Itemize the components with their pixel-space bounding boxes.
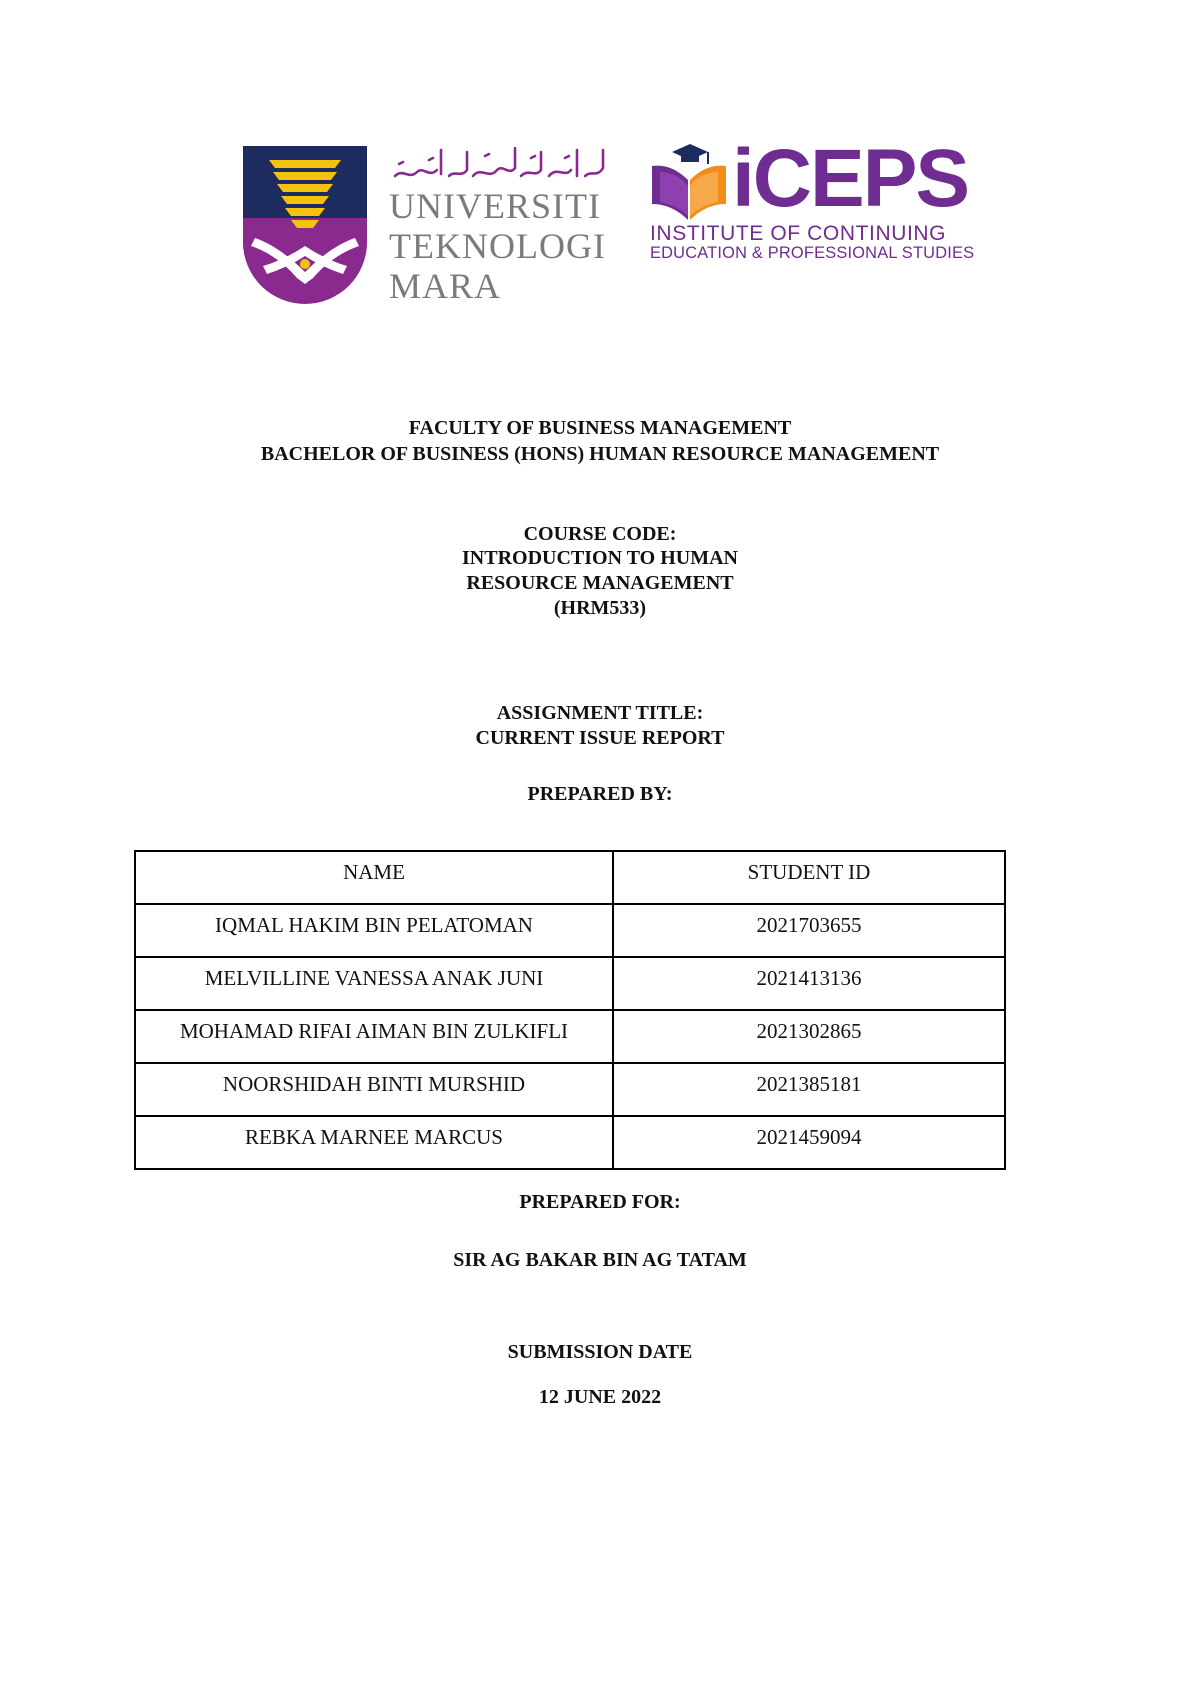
uitm-word-mara: MARA	[389, 266, 502, 306]
member-student-id: 2021703655	[613, 904, 1005, 957]
course-code-label: COURSE CODE:	[523, 523, 677, 545]
column-header-name: NAME	[135, 851, 613, 904]
assignment-title: CURRENT ISSUE REPORT	[475, 727, 725, 749]
member-name: NOORSHIDAH BINTI MURSHID	[135, 1063, 613, 1116]
course-name-line2: RESOURCE MANAGEMENT	[466, 572, 734, 594]
prepared-for-label: PREPARED FOR:	[519, 1191, 681, 1213]
members-table	[134, 850, 1006, 1170]
uitm-word-teknologi: TEKNOLOGI	[389, 226, 606, 266]
faculty-heading: FACULTY OF BUSINESS MANAGEMENT	[408, 417, 792, 439]
member-name: MOHAMAD RIFAI AIMAN BIN ZULKIFLI	[135, 1010, 613, 1063]
iceps-wordmark: iCEPS	[732, 133, 969, 224]
table-row	[135, 1116, 1005, 1169]
lecturer-name: SIR AG BAKAR BIN AG TATAM	[453, 1249, 747, 1271]
programme-heading: BACHELOR OF BUSINESS (HONS) HUMAN RESOURCE MANAGEMENT	[260, 443, 940, 465]
member-student-id: 2021459094	[613, 1116, 1005, 1169]
uitm-jawi-script-logo	[389, 140, 609, 184]
table-row	[135, 904, 1005, 957]
uitm-wordmark	[389, 140, 619, 310]
submission-date-label: SUBMISSION DATE	[507, 1341, 693, 1363]
table-row	[135, 1010, 1005, 1063]
book-mortarboard-icon	[648, 142, 730, 222]
member-student-id: 2021385181	[613, 1063, 1005, 1116]
member-name: REBKA MARNEE MARCUS	[135, 1116, 613, 1169]
member-name: IQMAL HAKIM BIN PELATOMAN	[135, 904, 613, 957]
course-name-line1: INTRODUCTION TO HUMAN	[462, 547, 738, 569]
iceps-subtitle-line2: EDUCATION & PROFESSIONAL STUDIES	[650, 244, 975, 262]
iceps-subtitle-line1: INSTITUTE OF CONTINUING	[650, 222, 947, 245]
member-student-id: 2021302865	[613, 1010, 1005, 1063]
assignment-title-label: ASSIGNMENT TITLE:	[496, 702, 704, 724]
member-student-id: 2021413136	[613, 957, 1005, 1010]
table-row	[135, 1063, 1005, 1116]
column-header-student-id: STUDENT ID	[613, 851, 1005, 904]
uitm-word-universiti: UNIVERSITI	[389, 186, 601, 226]
member-name: MELVILLINE VANESSA ANAK JUNI	[135, 957, 613, 1010]
prepared-by-label: PREPARED BY:	[527, 783, 673, 805]
uitm-shield-logo	[243, 146, 367, 306]
table-header-row	[135, 851, 1005, 904]
submission-date: 12 JUNE 2022	[538, 1386, 662, 1408]
table-row	[135, 957, 1005, 1010]
logo-row	[243, 133, 975, 310]
course-code: (HRM533)	[553, 597, 647, 619]
iceps-logo	[648, 133, 975, 270]
